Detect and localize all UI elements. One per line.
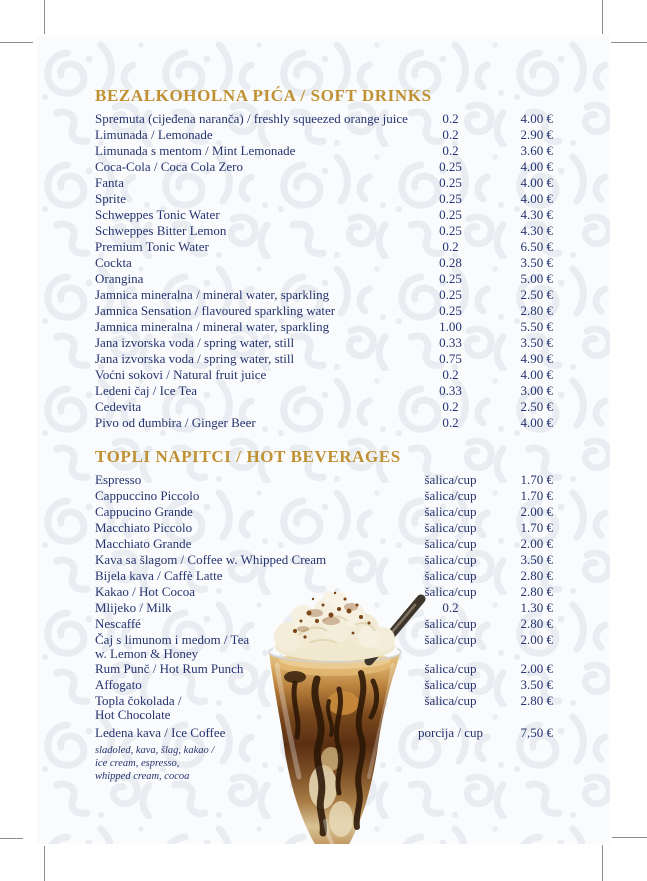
item-name — [95, 143, 403, 159]
item-price: 1.70 € — [520, 472, 553, 487]
item-name-line1: Jana izvorska voda / spring water, still — [95, 335, 295, 350]
crop-mark — [44, 0, 45, 34]
crop-mark — [602, 0, 603, 34]
item-price: 2.50 € — [520, 399, 553, 414]
item-name — [95, 303, 403, 319]
item-name — [95, 568, 403, 584]
menu-item-row — [95, 271, 553, 287]
item-price: 1.70 € — [520, 488, 553, 503]
item-qty: 0.25 — [439, 159, 462, 174]
menu-item-row — [95, 223, 553, 239]
item-qty: šalica/cup — [424, 584, 477, 599]
item-qty: šalica/cup — [424, 616, 477, 631]
item-price: 5.00 € — [520, 271, 553, 286]
menu-item-row — [95, 287, 553, 303]
item-name-line1: Voćni sokovi / Natural fruit juice — [95, 367, 267, 382]
item-price: 2.90 € — [520, 127, 553, 142]
item-name — [95, 367, 403, 383]
menu-item-row — [95, 255, 553, 271]
item-name — [95, 127, 403, 143]
item-name-line1: Topla čokolada / — [95, 693, 182, 708]
item-name — [95, 632, 403, 661]
item-price: 3.50 € — [520, 552, 553, 567]
item-price: 4.00 € — [520, 175, 553, 190]
item-name-line1: Cappucino Grande — [95, 504, 193, 519]
item-qty: 0.25 — [439, 287, 462, 302]
menu-item-row — [95, 415, 553, 431]
item-name-line1: Cappuccino Piccolo — [95, 488, 200, 503]
item-name — [95, 399, 403, 415]
item-name — [95, 191, 403, 207]
item-price: 2.50 € — [520, 287, 553, 302]
item-price: 2.80 € — [520, 616, 553, 631]
item-name-line1: Pivo od đumbira / Ginger Beer — [95, 415, 256, 430]
item-qty: šalica/cup — [424, 661, 477, 676]
item-desc-line: ice cream, espresso, — [95, 758, 180, 769]
item-name — [95, 159, 403, 175]
item-qty: šalica/cup — [424, 693, 477, 708]
item-price: 1.30 € — [520, 600, 553, 615]
menu-item-row — [95, 239, 553, 255]
item-name — [95, 520, 403, 536]
menu-item-row — [95, 693, 553, 722]
item-name — [95, 600, 403, 616]
item-name-line1: Schweppes Tonic Water — [95, 207, 220, 222]
menu-item-row — [95, 725, 553, 783]
item-qty: 0.25 — [439, 191, 462, 206]
menu-item-row — [95, 504, 553, 520]
section-hot-beverages — [95, 447, 553, 783]
menu-items-list — [95, 472, 553, 783]
item-name-line1: Espresso — [95, 472, 142, 487]
item-name — [95, 536, 403, 552]
item-qty: 0.2 — [442, 367, 459, 382]
item-name-line1: Čaj s limunom i medom / Tea — [95, 632, 250, 647]
item-name-line1: Cedevita — [95, 399, 142, 414]
item-name-line1: Ledena kava / Ice Coffee — [95, 725, 226, 740]
menu-item-row — [95, 632, 553, 661]
item-name — [95, 255, 403, 271]
item-qty: šalica/cup — [424, 520, 477, 535]
item-name — [95, 693, 403, 722]
item-qty: 0.25 — [439, 303, 462, 318]
item-qty: 0.2 — [442, 415, 459, 430]
item-name — [95, 175, 403, 191]
item-qty: šalica/cup — [424, 488, 477, 503]
item-name-line1: Jamnica Sensation / flavoured sparkling water — [95, 303, 336, 318]
item-qty: 0.2 — [442, 399, 459, 414]
item-name-line1: Jamnica mineralna / mineral water, sparkling — [95, 287, 330, 302]
item-qty: 0.2 — [442, 600, 459, 615]
menu-item-row — [95, 520, 553, 536]
item-price: 4.90 € — [520, 351, 553, 366]
menu-items-list — [95, 111, 553, 431]
menu-item-row — [95, 661, 553, 677]
item-name-line1: Nescaffé — [95, 616, 141, 631]
item-description — [95, 744, 403, 783]
item-qty: porcija / cup — [418, 725, 483, 740]
item-name-line1: Bijela kava / Caffè Latte — [95, 568, 223, 583]
item-name-line1: Orangina — [95, 271, 144, 286]
item-name — [95, 552, 403, 568]
menu-item-row — [95, 488, 553, 504]
menu-item-row — [95, 143, 553, 159]
item-desc-line: sladoled, kava, šlag, kakao / — [95, 745, 215, 756]
item-qty: 0.25 — [439, 271, 462, 286]
item-name-line1: Macchiato Piccolo — [95, 520, 193, 535]
item-name — [95, 223, 403, 239]
menu-item-row — [95, 536, 553, 552]
item-price: 1.70 € — [520, 520, 553, 535]
item-price: 3.00 € — [520, 383, 553, 398]
item-name-line1: Ledeni čaj / Ice Tea — [95, 383, 198, 398]
item-name-line1: Macchiato Grande — [95, 536, 192, 551]
item-name — [95, 616, 403, 632]
item-name — [95, 415, 403, 431]
crop-mark — [612, 837, 647, 838]
section-title-hot-beverages: TOPLI NAPITCI / HOT BEVERAGES — [95, 447, 401, 466]
menu-item-row — [95, 383, 553, 399]
item-name — [95, 111, 408, 127]
item-name — [95, 319, 403, 335]
menu-item-row — [95, 319, 553, 335]
item-name — [95, 271, 403, 287]
crop-mark — [0, 42, 33, 43]
item-qty: 0.75 — [439, 351, 462, 366]
item-qty: 0.2 — [442, 111, 459, 126]
item-qty: šalica/cup — [424, 536, 477, 551]
menu-item-row — [95, 399, 553, 415]
item-name-line1: Mlijeko / Milk — [95, 600, 172, 615]
item-qty: 0.25 — [439, 207, 462, 222]
item-price: 2.00 € — [520, 536, 553, 551]
item-price: 2.00 € — [520, 632, 553, 647]
menu-item-row — [95, 568, 553, 584]
item-price: 2.00 € — [520, 661, 553, 676]
menu-item-row — [95, 191, 553, 207]
item-name — [95, 207, 403, 223]
item-qty: šalica/cup — [424, 632, 477, 647]
item-name — [95, 725, 403, 783]
item-qty: šalica/cup — [424, 552, 477, 567]
item-price: 7,50 € — [520, 725, 553, 740]
item-price: 3.60 € — [520, 143, 553, 158]
item-name-line1: Kava sa šlagom / Coffee w. Whipped Cream — [95, 552, 327, 567]
item-name-line1: Sprite — [95, 191, 127, 206]
item-qty: šalica/cup — [424, 504, 477, 519]
crop-mark — [0, 838, 23, 839]
item-price: 3.50 € — [520, 335, 553, 350]
menu-item-row — [95, 175, 553, 191]
item-qty: šalica/cup — [424, 472, 477, 487]
menu-item-row — [95, 207, 553, 223]
menu-page — [37, 35, 610, 844]
item-name-line1: Limunada / Lemonade — [95, 127, 213, 142]
crop-mark — [44, 846, 45, 881]
section-title-soft-drinks: BEZALKOHOLNA PIĆA / SOFT DRINKS — [95, 86, 432, 105]
item-qty: 0.28 — [439, 255, 462, 270]
item-name — [95, 287, 403, 303]
menu-item-row — [95, 584, 553, 600]
item-name — [95, 504, 403, 520]
item-price: 2.00 € — [520, 504, 553, 519]
item-name-line1: Jamnica mineralna / mineral water, sparkling — [95, 319, 330, 334]
item-price: 2.80 € — [520, 303, 553, 318]
item-name-line2: w. Lemon & Honey — [95, 646, 199, 661]
item-name — [95, 472, 403, 488]
item-desc-line: whipped cream, cocoa — [95, 771, 190, 782]
item-qty: 0.2 — [442, 239, 459, 254]
menu-item-row — [95, 335, 553, 351]
menu-item-row — [95, 552, 553, 568]
item-price: 4.00 € — [520, 191, 553, 206]
item-price: 4.30 € — [520, 223, 553, 238]
menu-item-row — [95, 127, 553, 143]
menu-item-row — [95, 600, 553, 616]
item-name-line1: Premium Tonic Water — [95, 239, 209, 254]
item-name-line1: Jana izvorska voda / spring water, still — [95, 351, 295, 366]
menu-item-row — [95, 472, 553, 488]
crop-mark — [611, 42, 647, 43]
item-name-line1: Affogato — [95, 677, 142, 692]
item-qty: šalica/cup — [424, 568, 477, 583]
item-name — [95, 661, 403, 677]
item-name-line1: Kakao / Hot Cocoa — [95, 584, 196, 599]
menu-item-row — [95, 351, 553, 367]
item-qty: 1.00 — [439, 319, 462, 334]
menu-item-row — [95, 159, 553, 175]
crop-mark — [602, 845, 603, 881]
item-price: 2.80 € — [520, 584, 553, 599]
menu-item-row — [95, 111, 553, 127]
menu-item-row — [95, 367, 553, 383]
item-qty: 0.33 — [439, 383, 462, 398]
menu-item-row — [95, 616, 553, 632]
item-name — [95, 239, 403, 255]
menu-item-row — [95, 677, 553, 693]
item-price: 4.00 € — [520, 367, 553, 382]
item-name — [95, 351, 403, 367]
item-name-line1: Fanta — [95, 175, 124, 190]
item-name-line1: Spremuta (cijeđena naranča) / freshly squeezed orange juice — [95, 111, 408, 126]
item-qty: 0.25 — [439, 175, 462, 190]
item-name-line2: Hot Chocolate — [95, 707, 171, 722]
item-name — [95, 335, 403, 351]
item-name — [95, 677, 403, 693]
item-name-line1: Rum Punč / Hot Rum Punch — [95, 661, 244, 676]
menu-item-row — [95, 303, 553, 319]
item-qty: 0.2 — [442, 143, 459, 158]
item-qty: 0.33 — [439, 335, 462, 350]
item-price: 6.50 € — [520, 239, 553, 254]
item-name-line1: Cockta — [95, 255, 132, 270]
item-qty: 0.2 — [442, 127, 459, 142]
item-name — [95, 488, 403, 504]
item-price: 4.00 € — [520, 415, 553, 430]
item-price: 3.50 € — [520, 677, 553, 692]
item-price: 4.00 € — [520, 159, 553, 174]
item-name-line1: Schweppes Bitter Lemon — [95, 223, 227, 238]
item-price: 4.30 € — [520, 207, 553, 222]
item-price: 4.00 € — [520, 111, 553, 126]
section-soft-drinks — [95, 86, 553, 431]
item-name — [95, 584, 403, 600]
menu-content — [37, 35, 610, 783]
item-price: 2.80 € — [520, 568, 553, 583]
item-price: 5.50 € — [520, 319, 553, 334]
item-name-line1: Coca-Cola / Coca Cola Zero — [95, 159, 244, 174]
item-price: 2.80 € — [520, 693, 553, 708]
item-price: 3.50 € — [520, 255, 553, 270]
item-qty: šalica/cup — [424, 677, 477, 692]
item-qty: 0.25 — [439, 223, 462, 238]
item-name-line1: Limunada s mentom / Mint Lemonade — [95, 143, 296, 158]
item-name — [95, 383, 403, 399]
